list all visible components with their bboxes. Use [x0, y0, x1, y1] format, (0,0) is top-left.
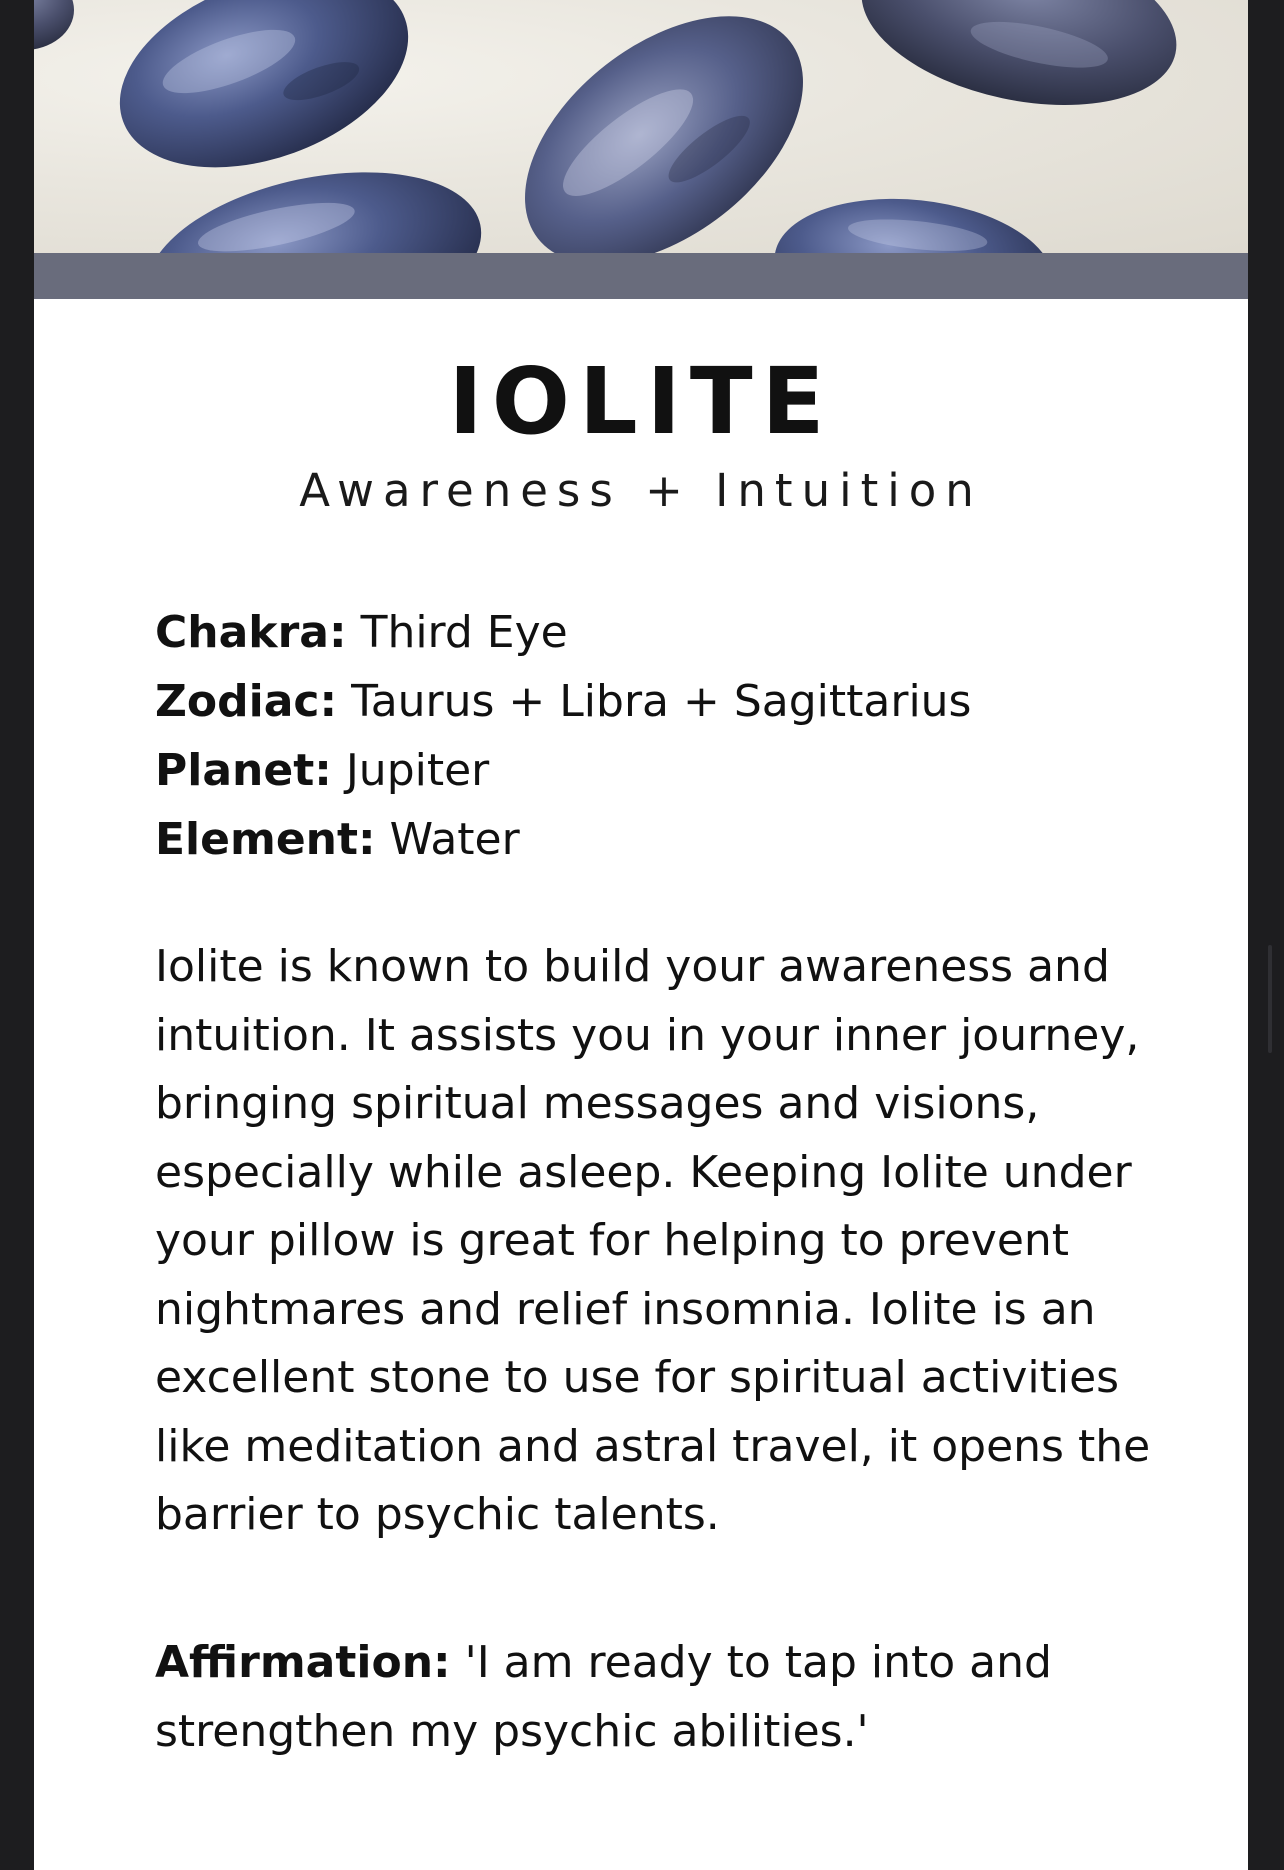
stone-3 — [846, 0, 1192, 132]
affirmation-label: Affirmation: — [155, 1637, 451, 1688]
property-value: Jupiter — [345, 745, 490, 796]
stone-5 — [767, 186, 1060, 253]
property-label: Zodiac: — [155, 676, 338, 727]
property-label: Chakra: — [155, 607, 347, 658]
property-label: Element: — [155, 814, 376, 865]
properties-list — [155, 598, 1155, 874]
property-zodiac — [155, 667, 1155, 736]
property-value: Water — [389, 814, 520, 865]
header-band — [34, 253, 1248, 299]
page-title: IOLITE — [448, 348, 834, 455]
property-planet — [155, 736, 1155, 805]
scroll-indicator[interactable] — [1268, 945, 1272, 1053]
property-label: Planet: — [155, 745, 332, 796]
frame-left — [0, 0, 34, 1870]
description-text: Iolite is known to build your awareness and intuition. It assists you in your inner journey, bringing spiritual messages and visions, especially while asleep. Keeping Iolite under your pillow is great for helping to prevent nightmares and relief insomnia. Iolite is an excellent stone to use for spiritual activities like meditation and astral travel, it opens the barrier to psychic talents. — [155, 941, 1151, 1540]
stones-illustration — [34, 0, 1248, 253]
affirmation — [155, 1628, 1165, 1766]
affirmation-text: 'I am ready to tap into and strengthen my psychic abilities.' — [155, 1637, 1052, 1757]
page-subtitle: Awareness + Intuition — [299, 464, 983, 517]
property-chakra — [155, 598, 1155, 667]
stone-2 — [479, 0, 848, 253]
property-element — [155, 805, 1155, 874]
crystal-card — [34, 0, 1248, 1870]
property-value: Taurus + Libra + Sagittarius — [351, 676, 972, 727]
frame-right — [1248, 0, 1284, 1870]
property-value: Third Eye — [360, 607, 568, 658]
stone-fragment — [34, 0, 74, 50]
hero-image-iolite-stones — [34, 0, 1248, 253]
